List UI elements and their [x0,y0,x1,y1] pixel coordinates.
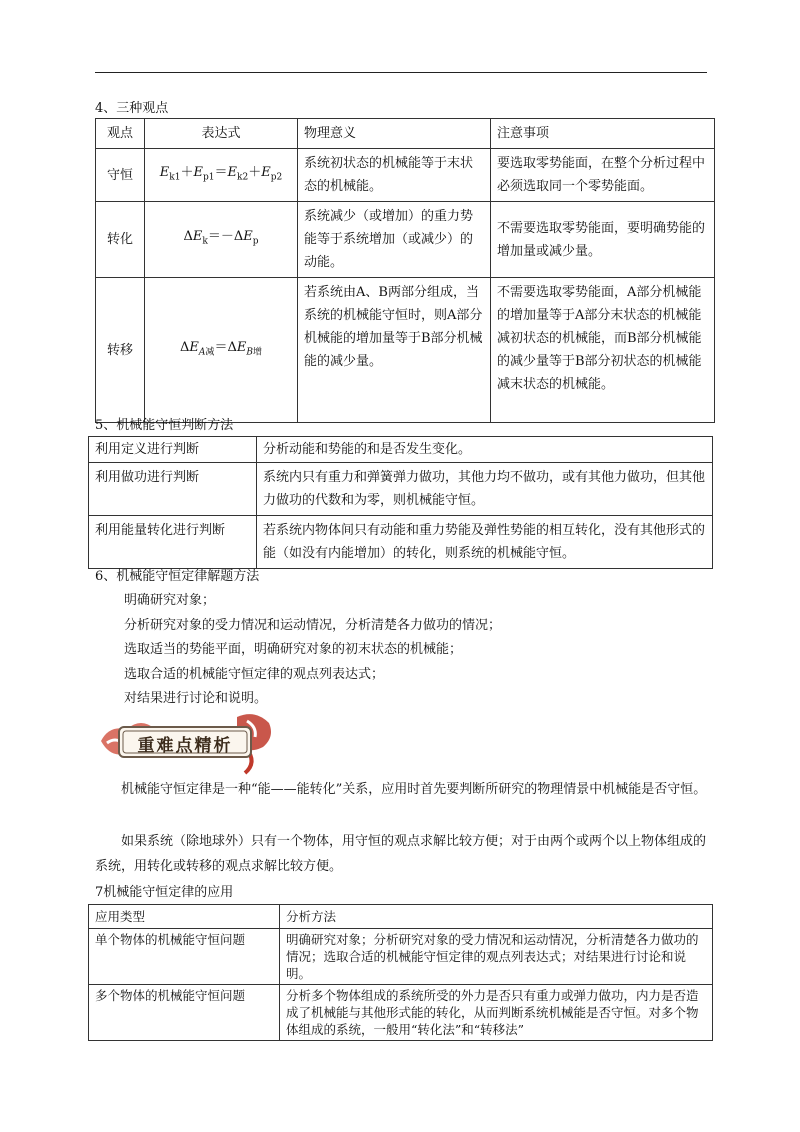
note-cell: 不需要选取零势能面，A部分机械能的增加量等于A部分末状态的机械能减初状态的机械能，而B部分机械能的减少量等于B部分初状态的机械能减末状态的机械能。 [491,278,715,423]
type-cell: 多个物体的机械能守恒问题 [89,985,280,1041]
table-row [89,463,713,516]
step-item: 分析研究对象的受力情况和运动情况，分析清楚各力做功的情况； [124,618,502,633]
header-cell: 表达式 [145,119,298,149]
section4-title: 4、三种观点 [95,101,169,116]
expr-cell: $\Delta E_{A减}=\Delta E_{B增}$ [145,278,298,423]
method-cell: 分析多个物体组成的系统所受的外力是否只有重力或弹力做功，内力是否造成了机械能与其他形式能的转化，从而判断系统机械能是否守恒。对多个物体组成的系统，一般用“转化法”和“转移法” [280,985,713,1041]
note-cell: 要选取零势能面，在整个分析过程中必须选取同一个零势能面。 [491,149,715,202]
desc-cell: 分析动能和势能的和是否发生变化。 [257,437,713,463]
expr-cell: $\Delta E_k=-\Delta E_p$ [145,202,298,278]
step-item: 明确研究对象； [124,593,216,608]
key-points-banner [97,703,277,778]
header-cell: 观点 [96,119,145,149]
analysis-paragraph: 如果系统（除地球外）只有一个物体，用守恒的观点求解比较方便；对于由两个或两个以上物体组成的系统，用转化或转移的观点求解比较方便。 [95,834,707,874]
table-row [89,516,713,569]
views-table [95,118,715,423]
step-item: 对结果进行讨论和说明。 [124,691,268,706]
application-table [88,904,713,1041]
table-row [96,202,715,278]
method-cell: 利用能量转化进行判断 [89,516,257,569]
method-cell: 明确研究对象；分析研究对象的受力情况和运动情况，分析清楚各力做功的情况；选取合适的机械能守恒定律的观点列表达式；对结果进行讨论和说明。 [280,929,713,985]
table-row [89,985,713,1041]
table-row [96,149,715,202]
header-cell: 应用类型 [89,905,280,929]
meaning-cell: 系统初状态的机械能等于末状态的机械能。 [298,149,491,202]
section6-title: 6、机械能守恒定律解题方法 [95,569,260,584]
table-header-row [96,119,715,149]
section5-title: 5、机械能守恒判断方法 [95,418,234,433]
table-row [96,278,715,423]
method-cell: 利用做功进行判断 [89,463,257,516]
view-cell: 转化 [96,202,145,278]
desc-cell: 系统内只有重力和弹簧弹力做功，其他力均不做功，或有其他力做功，但其他力做功的代数和为零，则机械能守恒。 [257,463,713,516]
table-row [89,437,713,463]
meaning-cell: 若系统由A、B两部分组成，当系统的机械能守恒时，则A部分机械能的增加量等于B部分机械能的减少量。 [298,278,491,423]
desc-cell: 若系统内物体间只有动能和重力势能及弹性势能的相互转化，没有其他形式的能（如没有内能增加）的转化，则系统的机械能守恒。 [257,516,713,569]
step-item: 选取合适的机械能守恒定律的观点列表达式； [124,667,385,682]
header-cell: 物理意义 [298,119,491,149]
judgement-table [88,436,713,569]
analysis-paragraph: 机械能守恒定律是一种“能——能转化”关系，应用时首先要判断所研究的物理情景中机械能是否守恒。 [121,782,707,797]
step-item: 选取适当的势能平面，明确研究对象的初末状态的机械能； [124,642,463,657]
header-rule [95,72,707,73]
expr-cell: $E_{k1}+E_{p1}=E_{k2}+E_{p2}$ [145,149,298,202]
header-cell: 分析方法 [280,905,713,929]
type-cell: 单个物体的机械能守恒问题 [89,929,280,985]
banner-title: 重难点精析 [137,736,233,756]
note-cell: 不需要选取零势能面，要明确势能的增加量或减少量。 [491,202,715,278]
view-cell: 守恒 [96,149,145,202]
table-row [89,929,713,985]
meaning-cell: 系统减少（或增加）的重力势能等于系统增加（或减少）的动能。 [298,202,491,278]
view-cell: 转移 [96,278,145,423]
header-cell: 注意事项 [491,119,715,149]
method-cell: 利用定义进行判断 [89,437,257,463]
section7-title: 7机械能守恒定律的应用 [95,885,234,900]
table-header-row [89,905,713,929]
